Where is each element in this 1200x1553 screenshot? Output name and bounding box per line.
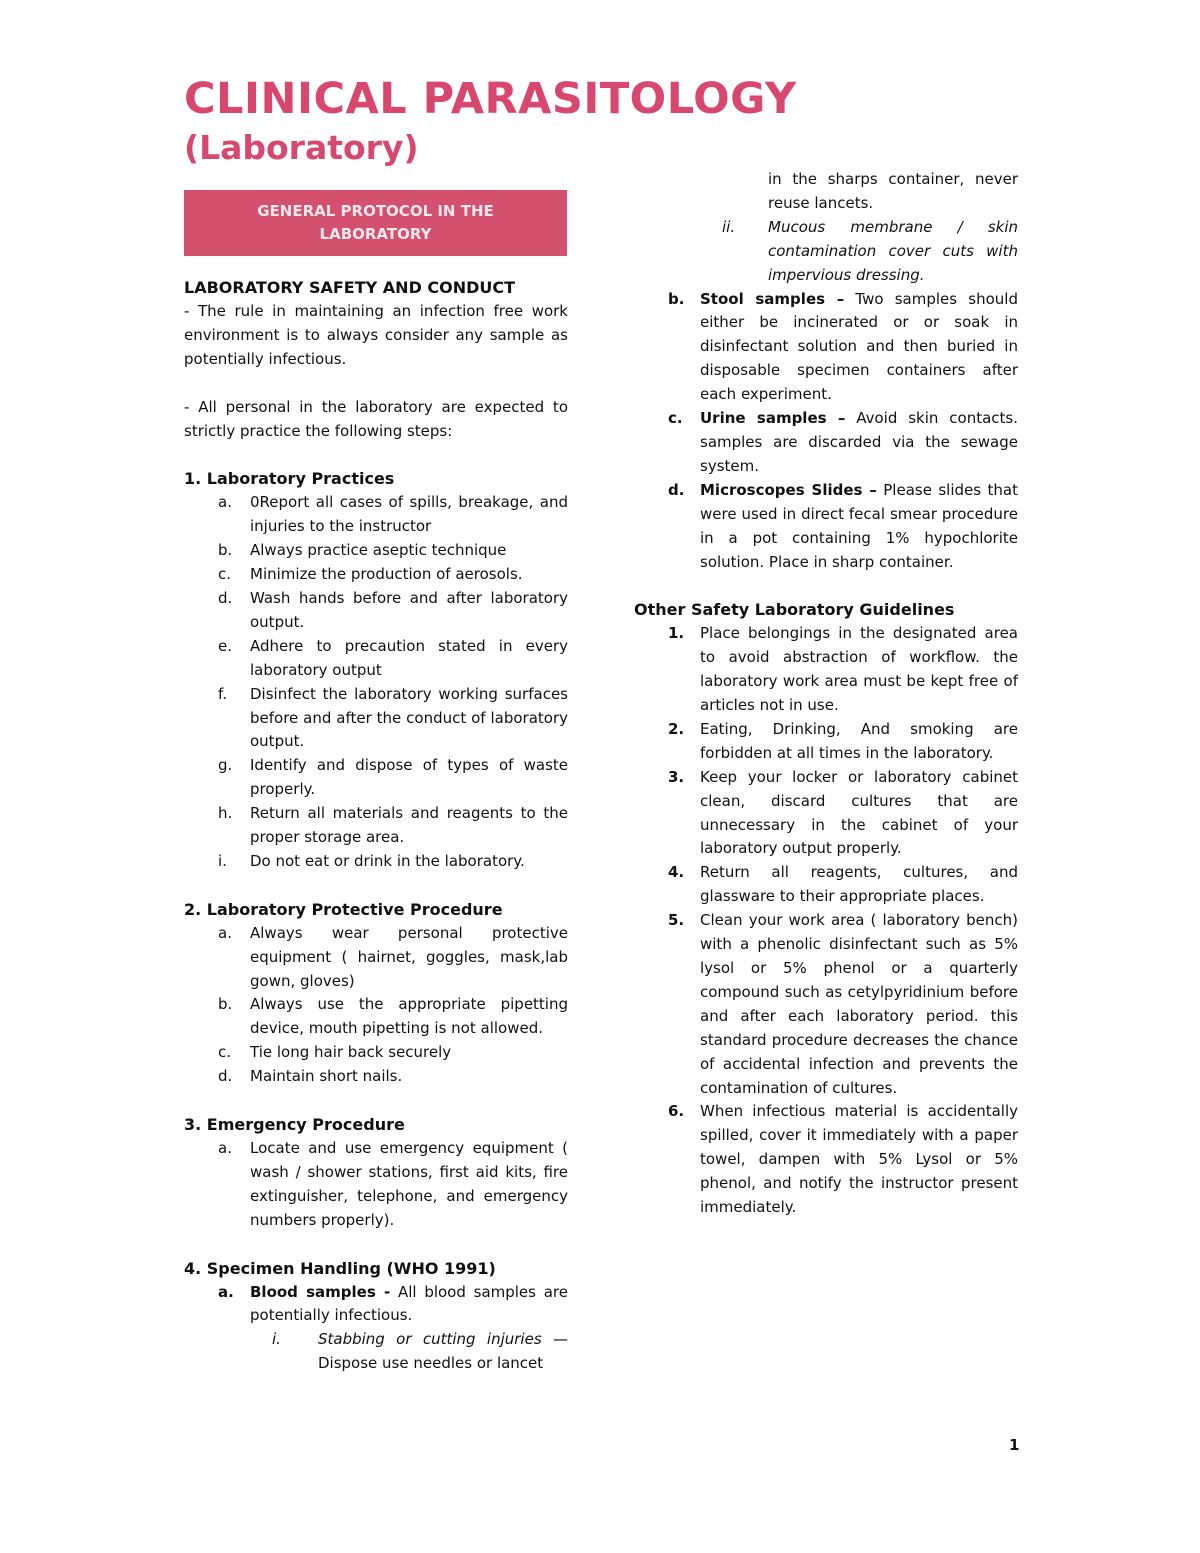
list-item: e. Adhere to precaution stated in every laboratory output xyxy=(218,636,568,679)
left-column xyxy=(184,276,568,1376)
list-item: b. Always use the appropriate pipetting device, mouth pipetting is not allowed. xyxy=(218,995,568,1038)
list-item: 4. Return all reagents, cultures, and glassware to their appropriate places. xyxy=(668,863,1018,906)
list-item: g. Identify and dispose of types of waste properly. xyxy=(218,756,568,799)
section-title-protective: 2. Laboratory Protective Procedure xyxy=(184,899,503,919)
list-item: 2. Eating, Drinking, And smoking are forbidden at all times in the laboratory. xyxy=(668,719,1018,762)
section-title-specimen: 4. Specimen Handling (WHO 1991) xyxy=(184,1258,496,1278)
list-item: b. Always practice aseptic technique xyxy=(218,541,507,560)
list-item-continued: in the sharps container, never reuse lancets. xyxy=(768,170,1018,212)
list-item: a. 0Report all cases of spills, breakage, and injuries to the instructor xyxy=(218,493,568,536)
list-item: c. Tie long hair back securely xyxy=(218,1043,452,1062)
page-number: 1 xyxy=(1009,1436,1020,1454)
specimen-list xyxy=(184,1281,568,1329)
list-item: h. Return all materials and reagents to the proper storage area. xyxy=(218,804,568,847)
list-item: d. Wash hands before and after laboratory output. xyxy=(218,588,568,631)
heading-safety-conduct: LABORATORY SAFETY AND CONDUCT xyxy=(184,278,516,297)
intro-paragraph-2: - All personal in the laboratory are expected to strictly practice the following steps: xyxy=(184,397,568,440)
intro-paragraph-1: - The rule in maintaining an infection free work environment is to always consider any sample as potentially infectious. xyxy=(184,301,568,368)
list-item: 6. When infectious material is accidentally spilled, cover it immediately with a paper towel, dampen with 5% Lysol or 5% phenol, and notify the instructor present immediately. xyxy=(668,1102,1018,1217)
section-title-emergency: 3. Emergency Procedure xyxy=(184,1115,405,1135)
document-subtitle: (Laboratory) xyxy=(184,128,419,167)
right-column xyxy=(634,168,1018,1220)
list-item: 1. Place belongings in the designated area to avoid abstraction of workflow. the laboratory work area must be kept free of articles not in use. xyxy=(668,624,1018,715)
list-item: ii. Mucous membrane / skin contamination cover cuts with impervious dressing. xyxy=(722,217,1018,284)
list-item: 5. Clean your work area ( laboratory bench) with a phenolic disinfectant such as 5% lysol or 5% phenol or a quarterly compound such as cetylpyridinium before and after each laboratory period. this standard procedure decreases the chance of accidental infection and prevents the contamination of cultures. xyxy=(668,911,1018,1097)
list-item: f. Disinfect the laboratory working surfaces before and after the conduct of laboratory output. xyxy=(218,684,568,751)
specimen-list-continued xyxy=(634,288,1018,575)
list-item: i. Stabbing or cutting injuries — Dispose use needles or lancet xyxy=(272,1330,568,1373)
list-item: d. Maintain short nails. xyxy=(218,1067,403,1086)
list-item: a. Locate and use emergency equipment ( wash / shower stations, first aid kits, fire extinguisher, telephone, and emergency numbers properly). xyxy=(218,1139,568,1229)
list-item: 3. Keep your locker or laboratory cabinet clean, discard cultures that are unnecessary in the cabinet of your laboratory output properly. xyxy=(668,767,1018,858)
list-item: a. Blood samples - All blood samples are potentially infectious. xyxy=(218,1282,568,1325)
list-item: b. Stool samples – Two samples should either be incinerated or or soak in disinfectant solution and then buried in disposable specimen containers after each experiment. xyxy=(668,289,1018,404)
protective-list xyxy=(184,922,568,1089)
list-item: c. Minimize the production of aerosols. xyxy=(218,565,523,584)
emergency-list xyxy=(184,1137,568,1233)
section-title-practices: 1. Laboratory Practices xyxy=(184,469,395,489)
list-item: a. Always wear personal protective equipment ( hairnet, goggles, mask,lab gown, gloves) xyxy=(218,923,568,990)
document-title: CLINICAL PARASITOLOGY xyxy=(184,74,797,124)
section-banner: GENERAL PROTOCOL IN THE LABORATORY xyxy=(184,190,567,256)
practices-list xyxy=(184,491,568,874)
list-item: c. Urine samples – Avoid skin contacts. samples are discarded via the sewage system. xyxy=(668,409,1018,475)
section-title-other-guidelines: Other Safety Laboratory Guidelines xyxy=(634,600,955,620)
guidelines-list xyxy=(634,622,1018,1220)
list-item: i. Do not eat or drink in the laboratory. xyxy=(218,851,525,870)
list-item: d. Microscopes Slides – Please slides that were used in direct fecal smear procedure in a pot containing 1% hypochlorite solution. Place in sharp container. xyxy=(668,480,1018,571)
